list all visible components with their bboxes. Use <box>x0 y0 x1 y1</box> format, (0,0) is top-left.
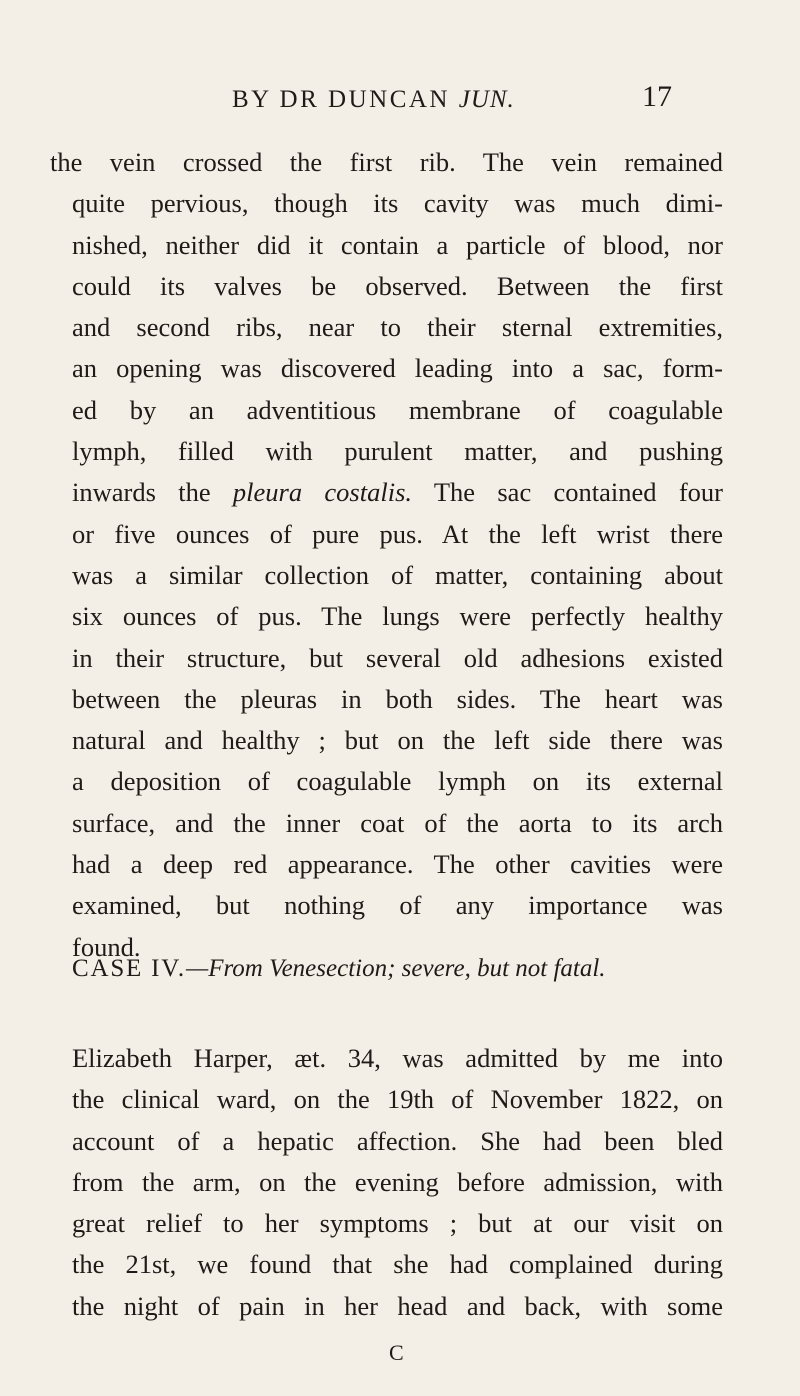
text-line: or five ounces of pure pus. At the left wrist there <box>72 518 723 549</box>
text-line: Elizabeth Harper, æt. 34, was admitted by me into <box>72 1043 723 1073</box>
running-head <box>0 80 800 126</box>
text-line: the vein crossed the first rib. The vein remained <box>50 147 723 177</box>
text-line: natural and healthy ; but on the left side there was <box>72 725 723 756</box>
text-line: from the arm, on the evening before admission, with <box>72 1166 723 1197</box>
text-line-mixed <box>50 472 723 513</box>
text-line: examined, but nothing of any importance was <box>72 890 723 921</box>
signature-mark: C <box>389 1340 404 1365</box>
case-subtitle: —From Venesection; severe, but not fatal. <box>185 955 606 982</box>
text-line: and second ribs, near to their sternal extremities, <box>72 312 723 343</box>
text-line: the night of pain in her head and back, with some <box>72 1290 723 1321</box>
case-label: CASE IV. <box>72 955 186 982</box>
text-line: could its valves be observed. Between the first <box>72 270 723 301</box>
text-line: had a deep red appearance. The other cavities were <box>72 849 723 880</box>
text-line: was a similar collection of matter, containing about <box>72 559 723 590</box>
running-title-suffix: JUN. <box>458 86 515 113</box>
italic-term: pleura costalis. <box>232 477 413 508</box>
text-line: a deposition of coagulable lymph on its external <box>72 766 723 797</box>
text-line: surface, and the inner coat of the aorta to its arch <box>72 807 723 838</box>
text-line: between the pleuras in both sides. The heart was <box>72 683 723 714</box>
text-run: The sac contained four <box>433 477 723 508</box>
text-line: found. <box>72 931 141 962</box>
text-line: ed by an adventitious membrane of coagulable <box>72 394 723 425</box>
text-line: quite pervious, though its cavity was much dimi- <box>72 188 723 219</box>
running-title <box>232 86 515 114</box>
text-line: the clinical ward, on the 19th of November 1822, on <box>72 1084 723 1115</box>
text-line: lymph, filled with purulent matter, and pushing <box>72 436 723 467</box>
text-line: an opening was discovered leading into a sac, form- <box>72 353 723 384</box>
text-line: the 21st, we found that she had complained during <box>72 1249 723 1280</box>
text-run: inwards the <box>72 477 211 508</box>
text-line: great relief to her symptoms ; but at our visit on <box>72 1208 723 1239</box>
text-line: six ounces of pus. The lungs were perfectly healthy <box>72 601 723 632</box>
text-line: account of a hepatic affection. She had been bled <box>72 1125 723 1156</box>
paragraph-1 <box>50 142 723 968</box>
text-line: in their structure, but several old adhesions existed <box>72 642 723 673</box>
running-title-text: BY DR DUNCAN <box>232 86 450 113</box>
text-line: nished, neither did it contain a particle of blood, nor <box>72 229 723 260</box>
page-number: 17 <box>642 80 672 113</box>
paragraph-2 <box>50 1038 723 1327</box>
case-heading <box>72 955 606 983</box>
